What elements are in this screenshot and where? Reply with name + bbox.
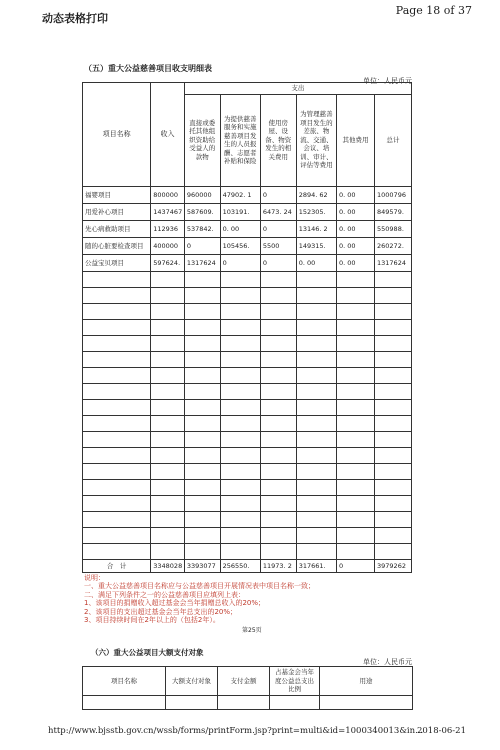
- value-cell: 849579.: [375, 203, 412, 220]
- value-cell: 11973. 2: [260, 559, 296, 572]
- project-row: [83, 399, 412, 415]
- value-cell: [336, 431, 374, 447]
- value-cell: [184, 463, 220, 479]
- value-cell: 1317624: [375, 254, 412, 271]
- note-line: 1、该项目的捐赠收入超过基金会当年捐赠总收入的20%；: [84, 599, 266, 608]
- value-cell: [151, 383, 185, 399]
- project-name-cell: [83, 431, 151, 447]
- project-name-cell: [83, 303, 151, 319]
- col-header-amount: 支付金额: [218, 667, 270, 696]
- value-cell: [220, 431, 260, 447]
- value-cell: [296, 383, 336, 399]
- value-cell: 103191.: [220, 203, 260, 220]
- project-row: [83, 511, 412, 527]
- project-row: [83, 495, 412, 511]
- value-cell: 960000: [184, 186, 220, 203]
- value-cell: [220, 351, 260, 367]
- empty-cell: [166, 695, 218, 709]
- value-cell: [336, 319, 374, 335]
- value-cell: [375, 511, 412, 527]
- value-cell: 260272.: [375, 237, 412, 254]
- value-cell: [151, 287, 185, 303]
- project-name-cell: [83, 271, 151, 287]
- value-cell: [296, 463, 336, 479]
- project-name-cell: [83, 543, 151, 559]
- value-cell: [296, 303, 336, 319]
- project-name-cell: [83, 335, 151, 351]
- value-cell: [151, 367, 185, 383]
- value-cell: [375, 495, 412, 511]
- value-cell: 6473. 24: [260, 203, 296, 220]
- value-cell: [336, 287, 374, 303]
- value-cell: [375, 431, 412, 447]
- value-cell: [184, 527, 220, 543]
- project-row: [83, 335, 412, 351]
- value-cell: [260, 287, 296, 303]
- project-row: [83, 220, 412, 237]
- value-cell: [375, 319, 412, 335]
- value-cell: 0. 00: [336, 186, 374, 203]
- value-cell: [151, 543, 185, 559]
- project-name-cell: [83, 351, 151, 367]
- col-header-project-name: 项目名称: [83, 667, 166, 696]
- project-name-cell: [83, 367, 151, 383]
- value-cell: [184, 431, 220, 447]
- project-row: [83, 367, 412, 383]
- value-cell: 149315.: [296, 237, 336, 254]
- value-cell: [336, 527, 374, 543]
- value-cell: [184, 543, 220, 559]
- project-name-cell: [83, 415, 151, 431]
- empty-cell: [218, 695, 270, 709]
- value-cell: 1317624: [184, 254, 220, 271]
- note-line: 一、重大公益慈善项目名称应与公益慈善项目开展情况表中项目名称一致；: [84, 582, 315, 591]
- value-cell: [220, 543, 260, 559]
- value-cell: [151, 415, 185, 431]
- project-row: [83, 527, 412, 543]
- value-cell: [296, 431, 336, 447]
- value-cell: [220, 415, 260, 431]
- value-cell: [296, 527, 336, 543]
- value-cell: 2894. 62: [296, 186, 336, 203]
- value-cell: [220, 303, 260, 319]
- value-cell: 0: [184, 237, 220, 254]
- project-name-cell: [83, 479, 151, 495]
- value-cell: [336, 351, 374, 367]
- section5-unit: 单位：人民币元: [363, 77, 412, 85]
- value-cell: [336, 415, 374, 431]
- value-cell: 1437467: [151, 203, 185, 220]
- value-cell: [375, 543, 412, 559]
- page-indicator: Page 18 of 37: [395, 4, 472, 17]
- value-cell: 112936: [151, 220, 185, 237]
- section6-title: （六）重大公益项目大额支付对象: [91, 648, 204, 657]
- project-row: [83, 351, 412, 367]
- print-header-title: 动态表格打印: [42, 12, 108, 25]
- value-cell: [260, 511, 296, 527]
- project-row: [83, 447, 412, 463]
- project-name-cell: [83, 447, 151, 463]
- col-header-direct-aid: 直接或委托其他组织资助给受益人的款物: [184, 94, 220, 186]
- value-cell: [260, 303, 296, 319]
- value-cell: [151, 351, 185, 367]
- value-cell: 0: [260, 254, 296, 271]
- value-cell: [375, 367, 412, 383]
- project-row: [83, 431, 412, 447]
- value-cell: [260, 495, 296, 511]
- value-cell: [260, 543, 296, 559]
- value-cell: [151, 399, 185, 415]
- value-cell: [375, 463, 412, 479]
- col-header-personnel: 为提供慈善服务和实施慈善项目发生的人员报酬、志愿者补贴和保险: [220, 94, 260, 186]
- value-cell: [296, 319, 336, 335]
- value-cell: [296, 495, 336, 511]
- value-cell: [336, 271, 374, 287]
- value-cell: [184, 511, 220, 527]
- value-cell: [151, 463, 185, 479]
- value-cell: [151, 303, 185, 319]
- value-cell: [184, 303, 220, 319]
- value-cell: [296, 543, 336, 559]
- empty-cell: [320, 695, 413, 709]
- value-cell: [260, 319, 296, 335]
- value-cell: [336, 495, 374, 511]
- project-name-cell: 随的心脏要检查项目: [83, 237, 151, 254]
- value-cell: [220, 479, 260, 495]
- value-cell: [220, 511, 260, 527]
- value-cell: [184, 319, 220, 335]
- value-cell: 105456.: [220, 237, 260, 254]
- value-cell: [336, 335, 374, 351]
- value-cell: [375, 335, 412, 351]
- project-name-cell: 公益宝贝项目: [83, 254, 151, 271]
- project-row: [83, 186, 412, 203]
- project-row: [83, 287, 412, 303]
- value-cell: [184, 415, 220, 431]
- value-cell: [220, 527, 260, 543]
- value-cell: [260, 399, 296, 415]
- value-cell: 0. 00: [336, 254, 374, 271]
- value-cell: 152305.: [296, 203, 336, 220]
- project-row: [83, 203, 412, 220]
- value-cell: 587609.: [184, 203, 220, 220]
- value-cell: [220, 383, 260, 399]
- section5-title: （五）重大公益慈善项目收支明细表: [84, 64, 212, 73]
- value-cell: [296, 415, 336, 431]
- value-cell: [184, 383, 220, 399]
- value-cell: [375, 271, 412, 287]
- value-cell: 800000: [151, 186, 185, 203]
- value-cell: [151, 335, 185, 351]
- col-header-management: 为管理慈善项目发生的差旅、物流、交通、会议、培训、审计、评估等费用: [296, 94, 336, 186]
- value-cell: [151, 319, 185, 335]
- project-name-cell: [83, 399, 151, 415]
- col-header-purpose: 用途: [320, 667, 413, 696]
- project-name-cell: [83, 319, 151, 335]
- value-cell: [260, 383, 296, 399]
- project-row: [83, 383, 412, 399]
- col-header-other: 其他费用: [336, 94, 374, 186]
- value-cell: 5500: [260, 237, 296, 254]
- value-cell: 3348028: [151, 559, 185, 572]
- value-cell: [336, 399, 374, 415]
- value-cell: 13146. 2: [296, 220, 336, 237]
- value-cell: [336, 367, 374, 383]
- project-row: [83, 463, 412, 479]
- value-cell: [375, 479, 412, 495]
- value-cell: [151, 479, 185, 495]
- value-cell: 0: [336, 559, 374, 572]
- value-cell: 0. 00: [336, 220, 374, 237]
- project-name-cell: [83, 383, 151, 399]
- value-cell: [260, 351, 296, 367]
- value-cell: [220, 447, 260, 463]
- value-cell: 0. 00: [336, 203, 374, 220]
- empty-cell: [270, 695, 320, 709]
- project-name-cell: [83, 527, 151, 543]
- value-cell: [296, 287, 336, 303]
- value-cell: [151, 447, 185, 463]
- value-cell: 0: [260, 220, 296, 237]
- project-row: [83, 237, 412, 254]
- value-cell: [151, 511, 185, 527]
- project-row: [83, 319, 412, 335]
- value-cell: [220, 463, 260, 479]
- value-cell: [296, 447, 336, 463]
- project-row: [83, 415, 412, 431]
- value-cell: [184, 287, 220, 303]
- project-income-expense-table: [82, 82, 412, 573]
- value-cell: 256550.: [220, 559, 260, 572]
- value-cell: 400000: [151, 237, 185, 254]
- value-cell: [151, 495, 185, 511]
- project-name-cell: [83, 463, 151, 479]
- project-row: [83, 303, 412, 319]
- value-cell: [260, 479, 296, 495]
- value-cell: [151, 431, 185, 447]
- value-cell: [220, 287, 260, 303]
- value-cell: [336, 303, 374, 319]
- value-cell: [151, 271, 185, 287]
- value-cell: [336, 543, 374, 559]
- value-cell: 0. 00: [336, 237, 374, 254]
- value-cell: 0. 00: [296, 254, 336, 271]
- value-cell: 550988.: [375, 220, 412, 237]
- note-line: 3、项目持续时间在2年以上的（包括2年）。: [84, 616, 220, 625]
- project-row: [83, 479, 412, 495]
- value-cell: [296, 271, 336, 287]
- value-cell: 3979262: [375, 559, 412, 572]
- value-cell: [260, 367, 296, 383]
- note-line: 2、该项目的支出超过基金会当年总支出的20%；: [84, 607, 238, 616]
- value-cell: [220, 495, 260, 511]
- value-cell: 317661.: [296, 559, 336, 572]
- value-cell: [184, 271, 220, 287]
- value-cell: [184, 367, 220, 383]
- page-number: 第25页: [242, 627, 262, 634]
- section6-unit: 单位：人民币元: [363, 658, 412, 666]
- value-cell: 537842.: [184, 220, 220, 237]
- value-cell: [375, 287, 412, 303]
- project-name-cell: 先心病救助项目: [83, 220, 151, 237]
- value-cell: 0: [220, 254, 260, 271]
- project-name-cell: [83, 511, 151, 527]
- col-group-expense: 支出: [184, 83, 411, 95]
- value-cell: [336, 511, 374, 527]
- value-cell: [260, 335, 296, 351]
- project-name-cell: 福婴项目: [83, 186, 151, 203]
- value-cell: [375, 415, 412, 431]
- large-payment-table: [82, 666, 413, 710]
- value-cell: [184, 479, 220, 495]
- value-cell: [260, 415, 296, 431]
- project-name-cell: 用爱补心项目: [83, 203, 151, 220]
- value-cell: 0: [260, 186, 296, 203]
- value-cell: [296, 351, 336, 367]
- notes-heading: 说明：: [84, 574, 105, 582]
- value-cell: [336, 463, 374, 479]
- value-cell: [260, 447, 296, 463]
- col-header-total: 总计: [375, 94, 412, 186]
- value-cell: [375, 383, 412, 399]
- print-url: http://www.bjsstb.gov.cn/wssb/forms/printForm.jsp?print=multi&id=1000340013&in...: [48, 726, 424, 736]
- value-cell: [336, 383, 374, 399]
- col-header-name: 项目名称: [83, 83, 151, 187]
- value-cell: [184, 351, 220, 367]
- total-row: [83, 559, 412, 572]
- value-cell: [184, 447, 220, 463]
- value-cell: [375, 527, 412, 543]
- col-header-income: 收入: [151, 83, 185, 187]
- project-row: [83, 271, 412, 287]
- value-cell: [260, 527, 296, 543]
- value-cell: 597624.: [151, 254, 185, 271]
- value-cell: 47902. 1: [220, 186, 260, 203]
- value-cell: [375, 447, 412, 463]
- value-cell: [220, 399, 260, 415]
- col-header-ratio: 占基金会当年度公益总支出比例: [270, 667, 320, 696]
- value-cell: [220, 319, 260, 335]
- project-row: [83, 254, 412, 271]
- value-cell: [296, 367, 336, 383]
- value-cell: [336, 447, 374, 463]
- value-cell: 0. 00: [220, 220, 260, 237]
- value-cell: [220, 271, 260, 287]
- value-cell: [375, 399, 412, 415]
- col-header-facilities: 使用房屋、设备、物资发生的相关费用: [260, 94, 296, 186]
- empty-cell: [83, 695, 166, 709]
- value-cell: [151, 527, 185, 543]
- value-cell: 1000796: [375, 186, 412, 203]
- value-cell: [296, 399, 336, 415]
- value-cell: 3393077: [184, 559, 220, 572]
- project-name-cell: [83, 495, 151, 511]
- value-cell: [260, 431, 296, 447]
- value-cell: [220, 335, 260, 351]
- value-cell: [296, 511, 336, 527]
- value-cell: [296, 479, 336, 495]
- value-cell: [296, 335, 336, 351]
- project-name-cell: 合 计: [83, 559, 151, 572]
- note-line: 二、满足下列条件之一的公益慈善项目应填列上表：: [84, 590, 245, 599]
- project-row: [83, 543, 412, 559]
- col-header-payee: 大额支付对象: [166, 667, 218, 696]
- value-cell: [184, 335, 220, 351]
- value-cell: [260, 271, 296, 287]
- value-cell: [184, 399, 220, 415]
- print-date: 2018-06-21: [416, 726, 466, 736]
- value-cell: [260, 463, 296, 479]
- value-cell: [375, 351, 412, 367]
- notes-block: [84, 574, 315, 624]
- value-cell: [220, 367, 260, 383]
- project-name-cell: [83, 287, 151, 303]
- value-cell: [184, 495, 220, 511]
- value-cell: [375, 303, 412, 319]
- value-cell: [336, 479, 374, 495]
